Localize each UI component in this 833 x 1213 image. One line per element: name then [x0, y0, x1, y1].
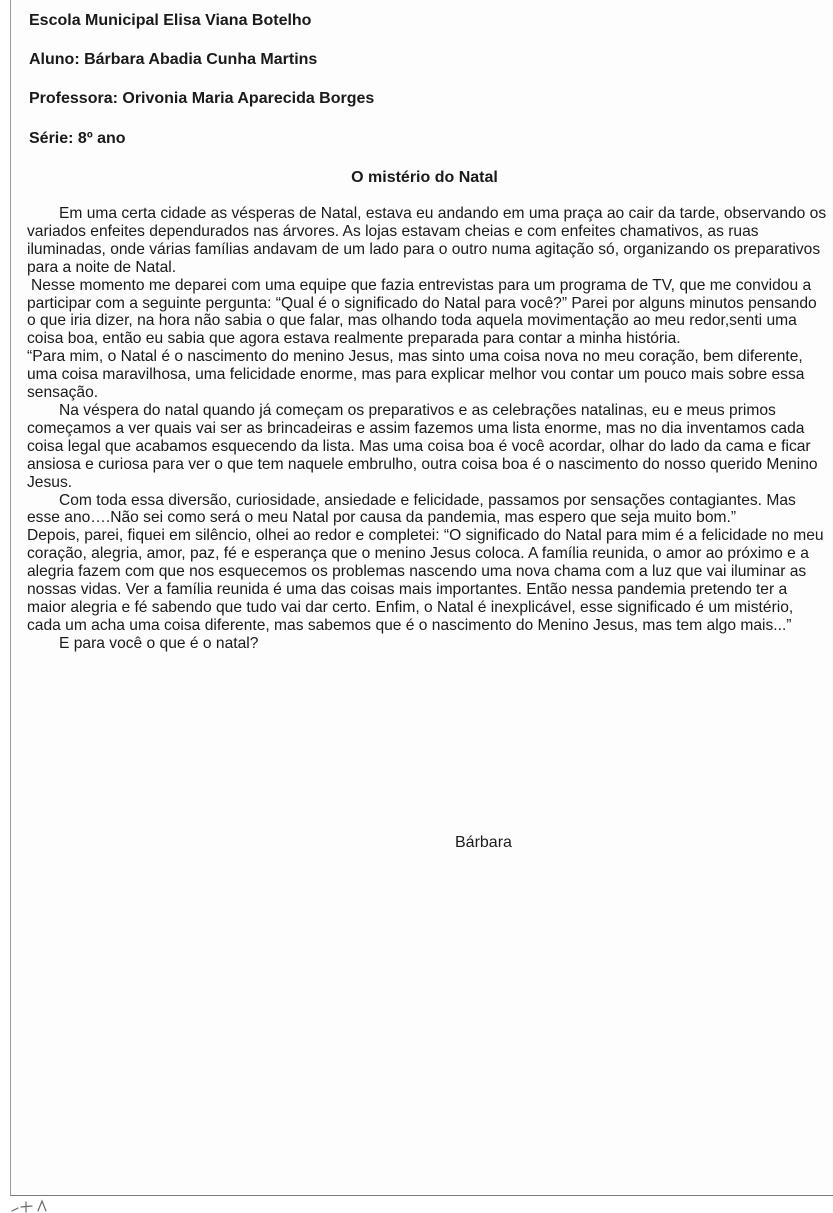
essay-paragraph: Nesse momento me deparei com uma equipe que fazia entrevistas para um programa de TV, que me convidou a participar com a seguinte pergunta: “Qual é o significado do Natal para você?” Parei por alguns minutos pensando o que iria dizer, na hora não sabia o que falar, mas olhando toda aquela movimentação ao meu redor,senti uma coisa boa, então eu sabia que agora estava realmente preparada para contar a minha história. [27, 276, 817, 348]
essay-paragraph: Em uma certa cidade as vésperas de Natal, estava eu andando em uma praça ao cair da tarde, observando os variados enfeites dependurados nas árvores. As lojas estavam cheias e com enfeites chamativos, as ruas iluminadas, onde várias famílias andavam de um lado para o outro numa agitação só, organizando os preparativos para a noite de Natal. [27, 205, 827, 276]
essay-paragraph: “Para mim, o Natal é o nascimento do menino Jesus, mas sinto uma coisa nova no meu coração, bem diferente, uma coisa maravilhosa, uma felicidade enorme, mas para explicar melhor vou contar um pouco mais sobre essa sensação. [27, 348, 805, 402]
essay-title: O mistério do Natal [351, 169, 498, 186]
document-page [10, 0, 833, 1196]
handwritten-mark-icon [8, 1199, 78, 1213]
essay-paragraph: Depois, parei, fiquei em silêncio, olhei ao redor e completei: “O significado do Natal para mim é a felicidade no meu coração, alegria, amor, paz, fé e esperança que o menino Jesus coloca. A família reunida, o amor ao próximo e a alegria fazem com que nos esquecemos os problemas nascendo uma nova chama com a luz que vai iluminar as nossas vidas. Ver a família reunida é uma das coisas mais importantes. Então nessa pandemia pretendo ter a maior alegria e fé sabendo que tudo vai dar certo. Enfim, o Natal é inexplicável, esse significado é um mistério, cada um acha uma coisa diferente, mas sabemos que é o nascimento do Menino Jesus, mas tem algo mais...” [27, 527, 824, 634]
essay-paragraph: Com toda essa diversão, curiosidade, ansiedade e felicidade, passamos por sensações contagiantes. Mas esse ano….Não sei como será o meu Natal por causa da pandemia, mas espero que seja muito bom.” [27, 491, 796, 527]
author-signature: Bárbara [455, 834, 512, 851]
teacher-name: Professora: Orivonia Maria Aparecida Borges [29, 90, 375, 107]
essay-paragraph: E para você o que é o natal? [59, 634, 259, 652]
grade-level: Série: 8º ano [29, 130, 126, 147]
school-name: Escola Municipal Elisa Viana Botelho [29, 12, 312, 29]
essay-paragraph: Na véspera do natal quando já começam os preparativos e as celebrações natalinas, eu e meus primos começamos a ver quais vai ser as brincadeiras e assim fazemos uma lista enorme, mas no dia inventamos cada coisa legal que acabamos esquecendo da lista. Mas uma coisa boa é você acordar, olhar do lado da cama e ficar ansiosa e curiosa para ver o que tem naquele embrulho, outra coisa boa é o nascimento do nosso querido Menino Jesus. [27, 401, 818, 491]
essay-body [27, 205, 829, 653]
student-name: Aluno: Bárbara Abadia Cunha Martins [29, 51, 318, 68]
